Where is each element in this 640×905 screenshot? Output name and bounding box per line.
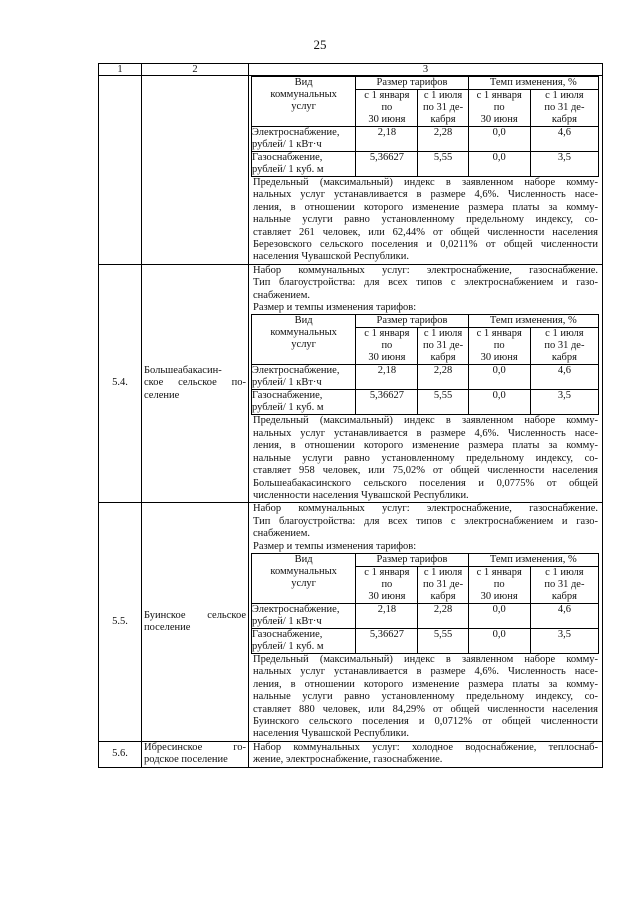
service-name-line: рублей/ 1 куб. м: [252, 164, 324, 175]
tariff-value: 5,36627: [356, 628, 418, 653]
section-content: [249, 264, 603, 502]
intro-line: Набор коммунальных услуг: электроснабжение, газоснабжение.: [253, 264, 598, 276]
column-number-1: 1: [99, 64, 142, 76]
settlement-name: [142, 741, 249, 767]
rate-value: 3,5: [530, 390, 598, 415]
period-header-line: кабря: [551, 352, 577, 364]
period-jan-june-header: [468, 328, 530, 365]
rate-value: 0,0: [468, 127, 530, 152]
tariff-table: [251, 314, 599, 415]
intro-line: жение, электроснабжение, газоснабжение.: [253, 754, 443, 766]
limit-index-line: ления, в отношении которого изменение размера платы за комму-: [253, 440, 598, 452]
intro-line: Тип благоустройства: для всех типов с электроснабжением и газо-: [253, 515, 598, 527]
rate-change-header: Темп изменения, %: [468, 315, 598, 328]
period-header-line: по 31 де-: [422, 578, 464, 590]
settlement-name-line: ское сельское по-: [144, 377, 246, 389]
section-content: [249, 76, 603, 265]
period-header-line: кабря: [551, 114, 577, 125]
limit-index-text: [253, 415, 598, 502]
period-header-line: по: [381, 578, 393, 590]
section-content: [249, 503, 603, 741]
limit-index-line: Предельный (максимальный) индекс в заявленном наборе комму-: [253, 653, 598, 665]
rate-value: 0,0: [468, 390, 530, 415]
period-header-line: по: [493, 578, 505, 590]
period-jan-june-header: [468, 566, 530, 603]
limit-index-line: ставляет 261 человек, или 62,44% от общей численности населения: [253, 226, 598, 238]
limit-index-line: Предельный (максимальный) индекс в заявленном наборе комму-: [253, 177, 598, 188]
tariff-value: 5,36627: [356, 390, 418, 415]
period-header-line: 30 июня: [480, 352, 518, 364]
tariff-row: [252, 628, 599, 653]
service-name-line: рублей/ 1 кВт·ч: [252, 139, 322, 150]
service-type-header-line: услуг: [291, 101, 316, 112]
limit-index-line: численности населения Чувашской Республики.: [253, 489, 469, 501]
tariff-header-row: [252, 315, 599, 328]
section-number: 5.4.: [99, 264, 142, 502]
intro-line: Размер и темпы изменения тарифов:: [253, 540, 417, 552]
municipal-tariff-table: [98, 63, 603, 768]
section-row: [99, 264, 603, 502]
tariff-value: 2,18: [356, 365, 418, 390]
intro-line: Набор коммунальных услуг: электроснабжение, газоснабжение.: [253, 503, 598, 515]
limit-index-line: нальных услуг устанавливается в размере 4,6%. Численность насе-: [253, 189, 598, 201]
service-type-header-line: услуг: [291, 339, 316, 351]
service-name-line: рублей/ 1 кВт·ч: [252, 377, 322, 389]
limit-index-line: ления, в отношении которого изменение размера платы за комму-: [253, 678, 598, 690]
period-header-line: с 1 января: [476, 328, 522, 340]
period-header-line: с 1 января: [364, 566, 410, 578]
period-july-dec-header: [418, 566, 468, 603]
settlement-name: [142, 503, 249, 741]
tariff-header-row: [252, 77, 599, 90]
period-july-dec-header: [530, 90, 598, 127]
settlement-name: [142, 264, 249, 502]
tariff-value: 5,36627: [356, 152, 418, 177]
settlement-name-line: Большеабакасин-: [144, 364, 222, 376]
service-type-header-line: Вид: [294, 553, 313, 565]
period-header-line: с 1 января: [364, 328, 410, 340]
limit-index-line: Березовского сельского поселения и 0,0211% от общей численности: [253, 239, 598, 251]
intro-line: Размер и темпы изменения тарифов:: [253, 302, 417, 314]
section-number: 5.5.: [99, 503, 142, 741]
service-name-line: Электроснабжение,: [252, 127, 340, 138]
service-name-line: Электроснабжение,: [252, 603, 340, 615]
limit-index-line: ставляет 958 человек, или 75,02% от общей численности населения: [253, 465, 598, 477]
tariff-value: 2,28: [418, 127, 468, 152]
section-row: [99, 741, 603, 767]
rate-value: 0,0: [468, 365, 530, 390]
tariff-value: 5,55: [418, 152, 468, 177]
limit-index-text: [253, 654, 598, 741]
limit-index-line: нальные услуги равно установленному предельному индексу, со-: [253, 214, 598, 226]
service-type-header: [252, 553, 356, 603]
period-header-line: с 1 января: [364, 90, 410, 101]
intro-line: снабжением.: [253, 289, 310, 301]
settlement-name-line: Буинское сельское: [144, 609, 246, 621]
period-jan-june-header: [356, 90, 418, 127]
period-header-line: по 31 де-: [544, 578, 585, 590]
period-header-line: с 1 июля: [545, 566, 584, 578]
service-name: [252, 152, 356, 177]
period-header-line: с 1 июля: [545, 90, 584, 101]
period-jan-june-header: [468, 90, 530, 127]
tariff-intro: [253, 742, 598, 767]
section-body: [249, 76, 602, 264]
service-name: [252, 365, 356, 390]
intro-line: Тип благоустройства: для всех типов с электроснабжением и газо-: [253, 277, 598, 289]
period-header-line: с 1 января: [476, 90, 522, 101]
limit-index-line: нальные услуги равно установленному предельному индексу, со-: [253, 452, 598, 464]
period-header-line: по: [381, 102, 393, 113]
period-header-line: по: [493, 340, 505, 352]
period-header-line: кабря: [430, 114, 456, 125]
service-type-header-line: коммунальных: [270, 327, 337, 339]
rate-value: 3,5: [530, 152, 598, 177]
limit-index-text: [253, 177, 598, 264]
limit-index-line: населения Чувашской Республики.: [253, 728, 409, 740]
tariff-size-header: Размер тарифов: [356, 315, 468, 328]
period-jan-june-header: [356, 566, 418, 603]
tariff-row: [252, 390, 599, 415]
tariff-value: 2,18: [356, 603, 418, 628]
section-row: [99, 503, 603, 741]
page-number: 25: [313, 37, 327, 52]
section-content: [249, 741, 603, 767]
limit-index-line: нальных услуг устанавливается в размере 4,6%. Численность насе-: [253, 666, 598, 678]
limit-index-line: Предельный (максимальный) индекс в заявленном наборе комму-: [253, 415, 598, 427]
rate-value: 4,6: [530, 365, 598, 390]
period-header-line: по 31 де-: [544, 340, 585, 352]
tariff-value: 2,18: [356, 127, 418, 152]
period-jan-june-header: [356, 328, 418, 365]
service-type-header-line: Вид: [294, 77, 313, 88]
tariff-row: [252, 152, 599, 177]
tariff-value: 2,28: [418, 603, 468, 628]
service-name-line: рублей/ 1 куб. м: [252, 402, 324, 414]
limit-index-line: нальных услуг устанавливается в размере 4,6%. Численность насе-: [253, 427, 598, 439]
column-number-row: [99, 64, 603, 76]
period-header-line: 30 июня: [480, 590, 518, 602]
period-header-line: с 1 июля: [423, 328, 463, 340]
period-header-line: 30 июня: [368, 114, 406, 125]
service-name-line: Газоснабжение,: [252, 152, 323, 163]
settlement-name-line: поселение: [144, 622, 191, 634]
tariff-size-header: Размер тарифов: [356, 77, 468, 90]
period-july-dec-header: [418, 328, 468, 365]
settlement-name-line: селение: [144, 389, 180, 401]
rate-change-header: Темп изменения, %: [468, 553, 598, 566]
tariff-value: 5,55: [418, 390, 468, 415]
limit-index-line: ставляет 880 человек, или 84,29% от общей численности населения: [253, 703, 598, 715]
period-header-line: по 31 де-: [422, 340, 464, 352]
period-header-line: с 1 января: [476, 566, 522, 578]
rate-change-header: Темп изменения, %: [468, 77, 598, 90]
tariff-row: [252, 365, 599, 390]
period-july-dec-header: [530, 328, 598, 365]
tariff-intro: [253, 265, 598, 315]
settlement-name: [142, 76, 249, 265]
settlement-name-line: родское поселение: [144, 754, 228, 766]
period-header-line: кабря: [430, 352, 456, 364]
rate-value: 0,0: [468, 603, 530, 628]
period-header-line: 30 июня: [368, 590, 406, 602]
tariff-value: 2,28: [418, 365, 468, 390]
rate-value: 4,6: [530, 603, 598, 628]
service-name: [252, 127, 356, 152]
tariff-table: [251, 553, 599, 654]
column-number-2: 2: [142, 64, 249, 76]
tariff-row: [252, 603, 599, 628]
period-header-line: с 1 июля: [545, 328, 584, 340]
service-type-header: [252, 77, 356, 127]
service-type-header-line: коммунальных: [270, 565, 337, 577]
period-header-line: по: [381, 340, 393, 352]
rate-value: 4,6: [530, 127, 598, 152]
settlement-name-line: Ибресинское го-: [144, 741, 246, 753]
service-name-line: Электроснабжение,: [252, 365, 340, 377]
limit-index-line: Буинского сельского поселения и 0,0712% от общей численности: [253, 715, 598, 727]
intro-line: Набор коммунальных услуг: холодное водоснабжение, теплоснаб-: [253, 741, 598, 753]
service-name-line: Газоснабжение,: [252, 390, 323, 402]
service-name: [252, 390, 356, 415]
tariff-row: [252, 127, 599, 152]
service-type-header: [252, 315, 356, 365]
service-type-header-line: услуг: [291, 577, 316, 589]
service-type-header-line: Вид: [294, 315, 313, 327]
section-body: [249, 742, 602, 767]
period-header-line: кабря: [430, 590, 456, 602]
section-row: [99, 76, 603, 265]
intro-line: снабжением.: [253, 528, 310, 540]
period-july-dec-header: [418, 90, 468, 127]
period-header-line: по 31 де-: [544, 102, 585, 113]
rate-value: 3,5: [530, 628, 598, 653]
service-name-line: рублей/ 1 кВт·ч: [252, 615, 322, 627]
period-header-line: 30 июня: [368, 352, 406, 364]
limit-index-line: населения Чувашской Республики.: [253, 251, 409, 263]
period-header-line: с 1 июля: [423, 566, 463, 578]
period-header-line: по 31 де-: [422, 102, 464, 113]
rate-value: 0,0: [468, 152, 530, 177]
tariff-table: [251, 76, 599, 177]
service-name: [252, 603, 356, 628]
section-number: [99, 76, 142, 265]
period-header-line: 30 июня: [480, 114, 518, 125]
limit-index-line: нальные услуги равно установленному предельному индексу, со-: [253, 691, 598, 703]
service-type-header-line: коммунальных: [270, 89, 337, 100]
tariff-size-header: Размер тарифов: [356, 553, 468, 566]
period-july-dec-header: [530, 566, 598, 603]
limit-index-line: ления, в отношении которого изменение размера платы за комму-: [253, 201, 598, 213]
section-number: 5.6.: [99, 741, 142, 767]
limit-index-line: Большеабакасинского сельского поселения и 0,0775% от общей: [253, 477, 598, 489]
section-body: [249, 265, 602, 502]
service-name: [252, 628, 356, 653]
service-name-line: Газоснабжение,: [252, 628, 323, 640]
period-header-line: с 1 июля: [423, 90, 463, 101]
rate-value: 0,0: [468, 628, 530, 653]
tariff-header-row: [252, 553, 599, 566]
section-body: [249, 503, 602, 740]
tariff-value: 5,55: [418, 628, 468, 653]
column-number-3: 3: [249, 64, 603, 76]
period-header-line: кабря: [551, 590, 577, 602]
service-name-line: рублей/ 1 куб. м: [252, 640, 324, 652]
tariff-intro: [253, 503, 598, 553]
period-header-line: по: [493, 102, 505, 113]
